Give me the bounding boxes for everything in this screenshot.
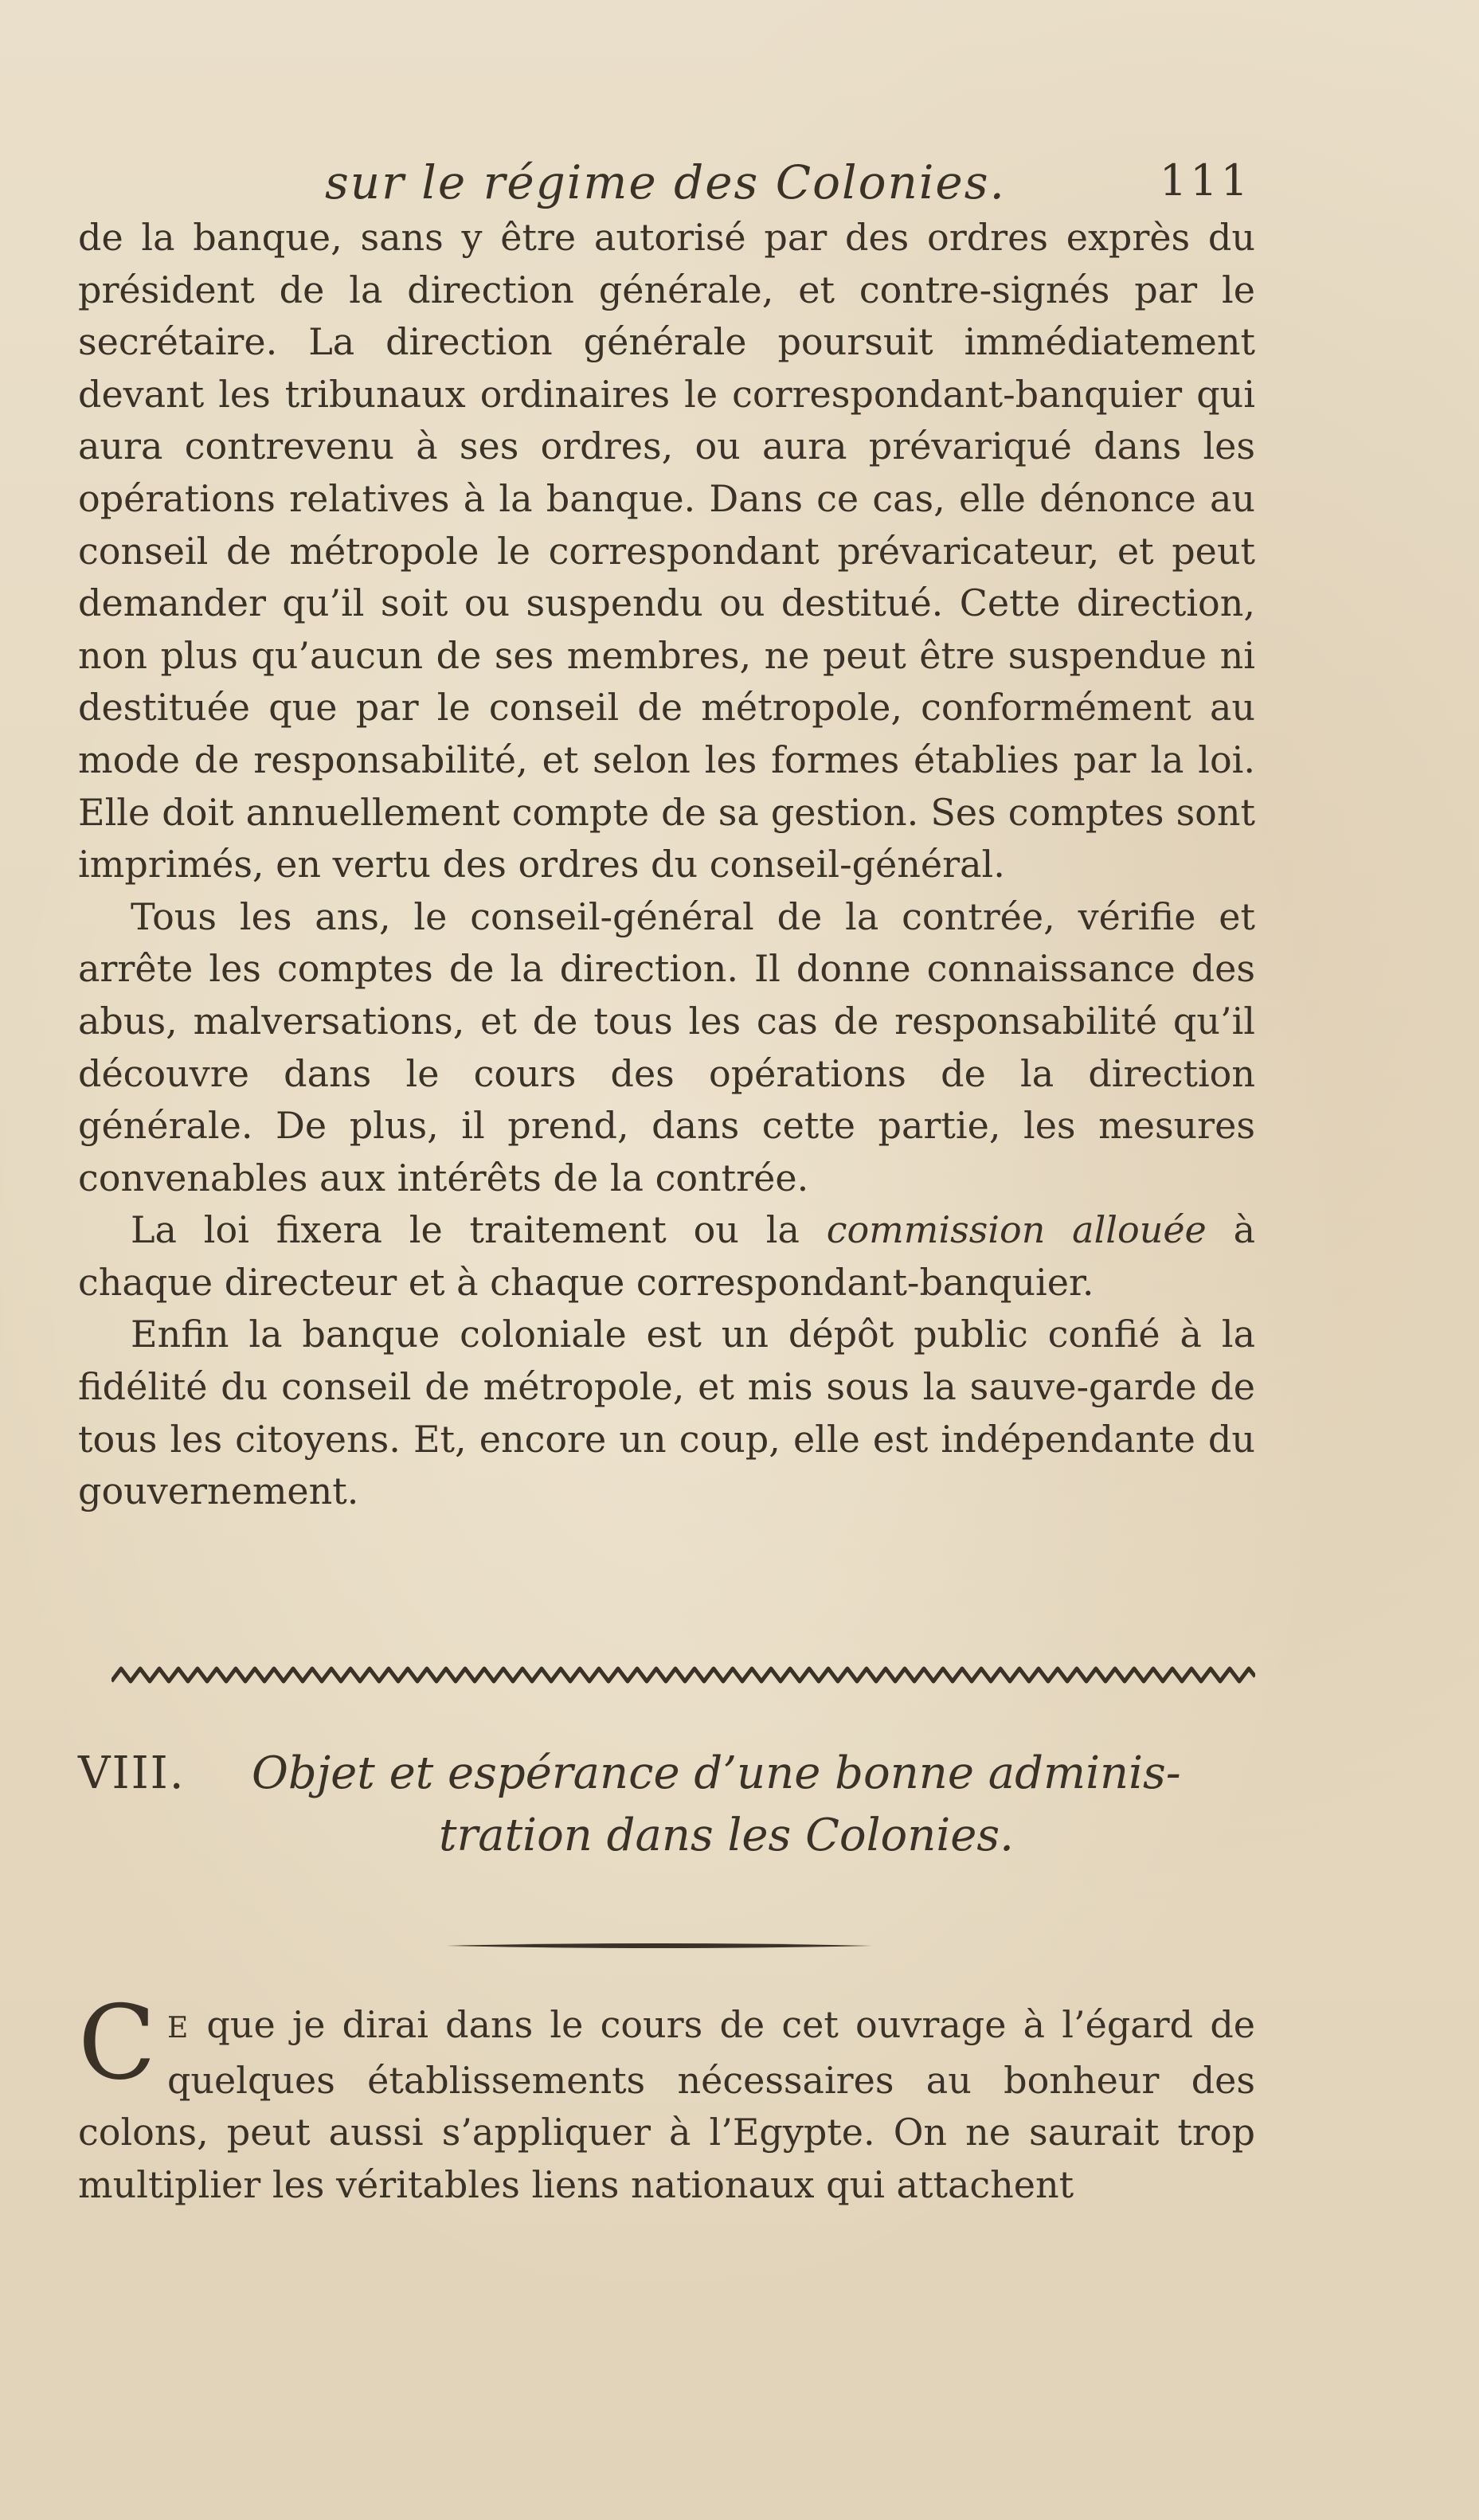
- drop-cap-initial: C: [78, 1984, 156, 2103]
- running-head-title: sur le régime des Colonies.: [325, 155, 1006, 209]
- paragraph: Tous les ans, le conseil-général de la contrée, vérifie et arrête les comptes de la direction. Il donne connaissance des abus, malversations, et de tous les cas de responsabilité qu’il découvre dans le cours des opérations de la direction générale. De plus, il prend, dans cette partie, les mesures convenables aux intérêts de la contrée.: [78, 894, 1255, 1199]
- paragraph: [78, 1204, 1255, 1309]
- emphasized-text: commission allouée: [826, 1208, 1207, 1252]
- section-title: [252, 1743, 1255, 1867]
- small-caps-letter: E: [166, 2012, 190, 2045]
- section-title-line: Objet et espérance d’une bonne adminis-: [252, 1747, 1181, 1799]
- paragraph-text: La loi fixera le traitement ou la: [131, 1208, 827, 1252]
- paragraph-text: à chaque directeur et à chaque correspondant-banquier.: [78, 1208, 1255, 1304]
- opening-paragraph: [78, 1984, 1255, 2211]
- body-text: [78, 212, 1255, 1518]
- ornamental-wave-rule: [112, 1659, 1255, 1691]
- running-head: [78, 155, 1255, 211]
- wave-line: [112, 1669, 1255, 1681]
- section-divider-rule: [446, 1940, 872, 1951]
- paragraph-text: que je dirai dans le cours de cet ouvrage à l’égard de quelques établissements nécessaires au bonheur des colons, peut aussi s’appliquer à l’Egypte. On ne saurait trop multiplier les véritables liens nationaux qui attachent: [78, 2003, 1255, 2206]
- section-number: VIII.: [78, 1747, 186, 1799]
- section-title-line: tration dans les Colonies.: [439, 1810, 1014, 1861]
- paragraph: Enfin la banque coloniale est un dépôt public confié à la fidélité du conseil de métropole, et mis sous la sauve-garde de tous les citoyens. Et, encore un coup, elle est indépendante du gouvernement.: [78, 1313, 1255, 1513]
- divider-swelled-line: [446, 1943, 872, 1948]
- page-number: 111: [1159, 155, 1251, 205]
- paragraph: de la banque, sans y être autorisé par des ordres exprès du président de la direction générale, et contre-signés par le secrétaire. La direction générale poursuit immédiatement devant les tribunaux ordinaires le correspondant-banquier qui aura contrevenu à ses ordres, ou aura prévariqué dans les opérations relatives à la banque. Dans ce cas, elle dénonce au conseil de métropole le correspondant prévaricateur, et peut demander qu’il soit ou suspendu ou destitué. Cette direction, non plus qu’aucun de ses membres, ne peut être suspendue ni destituée que par le conseil de métropole, conformément au mode de responsabilité, et selon les formes établies par la loi. Elle doit annuellement compte de sa gestion. Ses comptes sont imprimés, en vertu des ordres du conseil-général.: [78, 216, 1255, 886]
